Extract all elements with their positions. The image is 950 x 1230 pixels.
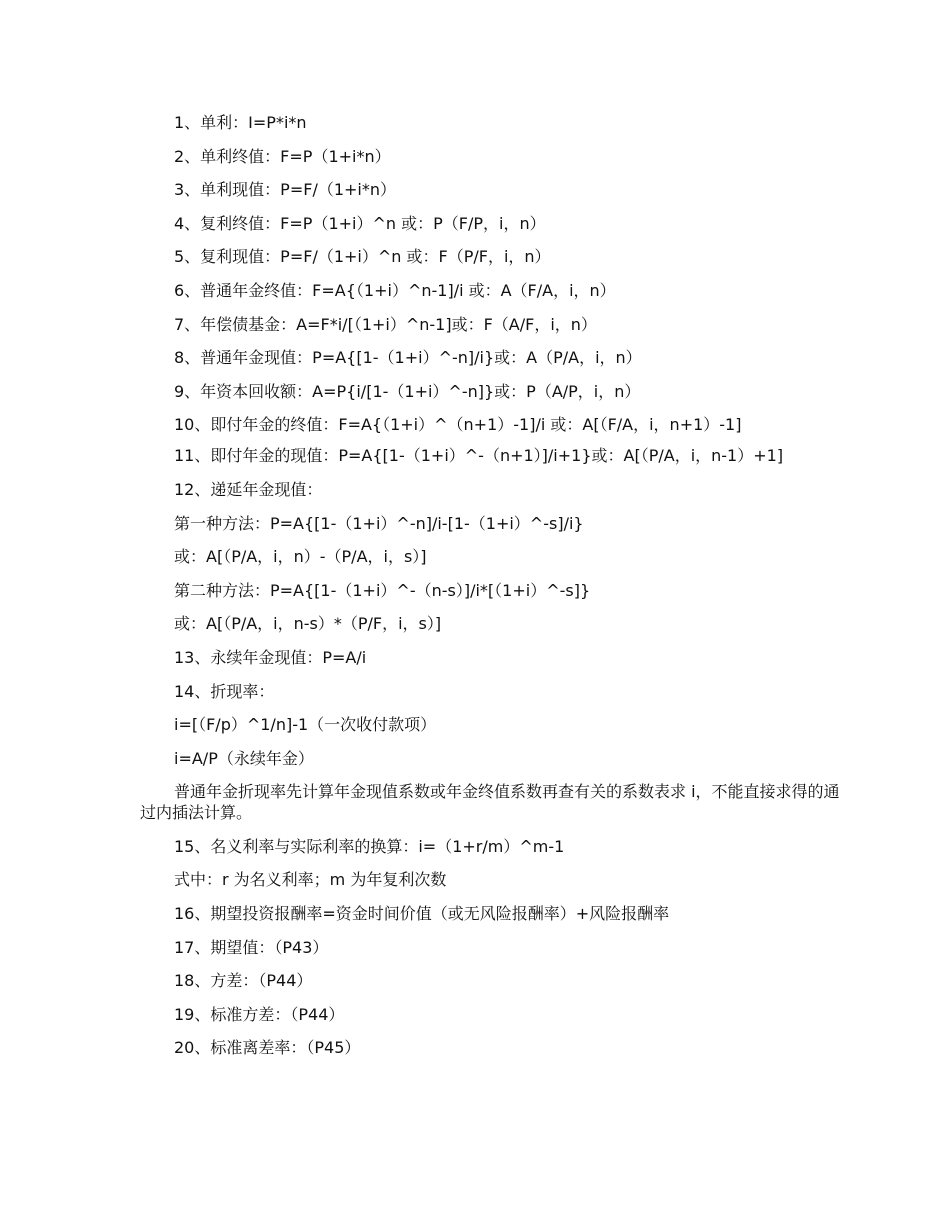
formula-line-17: 17、期望值：（P43） — [174, 937, 329, 957]
formula-line-15: 15、名义利率与实际利率的换算：i=（1+r/m）^m-1 — [174, 836, 565, 856]
formula-line-10: 10、即付年金的终值：F=A{（1+i）^（n+1）-1]/i 或：A[（F/A，i，n+1）-1] — [174, 415, 742, 435]
formula-line-13: 13、永续年金现值：P=A/i — [174, 647, 367, 667]
formula-line-12: 12、递延年金现值： — [174, 479, 323, 499]
formula-line-11: 11、即付年金的现值：P=A{[1-（1+i）^-（n+1）]/i+1}或：A[（P/A，i，n-1）+1] — [174, 446, 784, 466]
formula-line-12-method-2: 第二种方法：P=A{[1-（1+i）^-（n-s）]/i*[（1+i）^-s]} — [174, 580, 591, 600]
formula-line-18: 18、方差：（P44） — [174, 971, 313, 991]
formula-line-6: 6、普通年金终值：F=A{（1+i）^n-1]/i 或：A（F/A，i，n） — [174, 280, 616, 300]
formula-document — [140, 112, 840, 1058]
formula-line-4: 4、复利终值：F=P（1+i）^n 或：P（F/P，i，n） — [174, 213, 546, 233]
formula-line-12-method-1: 第一种方法：P=A{[1-（1+i）^-n]/i-[1-（1+i）^-s]/i} — [174, 513, 584, 533]
formula-line-14: 14、折现率： — [174, 681, 275, 701]
formula-line-16: 16、期望投资报酬率=资金时间价值（或无风险报酬率）+风险报酬率 — [174, 904, 670, 924]
formula-line-12-or-1: 或：A[（P/A，i，n）-（P/A，i，s）] — [174, 547, 427, 567]
formula-line-15-note: 式中：r 为名义利率；m 为年复利次数 — [174, 870, 447, 890]
formula-line-5: 5、复利现值：P=F/（1+i）^n 或：F（P/F，i，n） — [174, 247, 551, 267]
formula-line-14-note: 普通年金折现率先计算年金现值系数或年金终值系数再查有关的系数表求 i，不能直接求得的通过内插法计算。 — [140, 782, 840, 823]
formula-line-20: 20、标准离差率：（P45） — [174, 1038, 361, 1058]
formula-line-14-b: i=A/P（永续年金） — [174, 748, 314, 768]
formula-line-2: 2、单利终值：F=P（1+i*n） — [174, 146, 391, 166]
formula-line-8: 8、普通年金现值：P=A{[1-（1+i）^-n]/i}或：A（P/A，i，n） — [174, 348, 642, 368]
formula-line-19: 19、标准方差：（P44） — [174, 1004, 345, 1024]
formula-line-12-or-2: 或：A[（P/A，i，n-s）*（P/F，i，s）] — [174, 614, 442, 634]
formula-line-7: 7、年偿债基金：A=F*i/[（1+i）^n-1]或：F（A/F，i，n） — [174, 314, 597, 334]
formula-line-3: 3、单利现值：P=F/（1+i*n） — [174, 180, 397, 200]
formula-line-9: 9、年资本回收额：A=P{i/[1-（1+i）^-n]}或：P（A/P，i，n） — [174, 381, 641, 401]
formula-line-1: 1、单利：I=P*i*n — [174, 113, 307, 132]
formula-line-14-a: i=[（F/p）^1/n]-1（一次收付款项） — [174, 715, 437, 735]
